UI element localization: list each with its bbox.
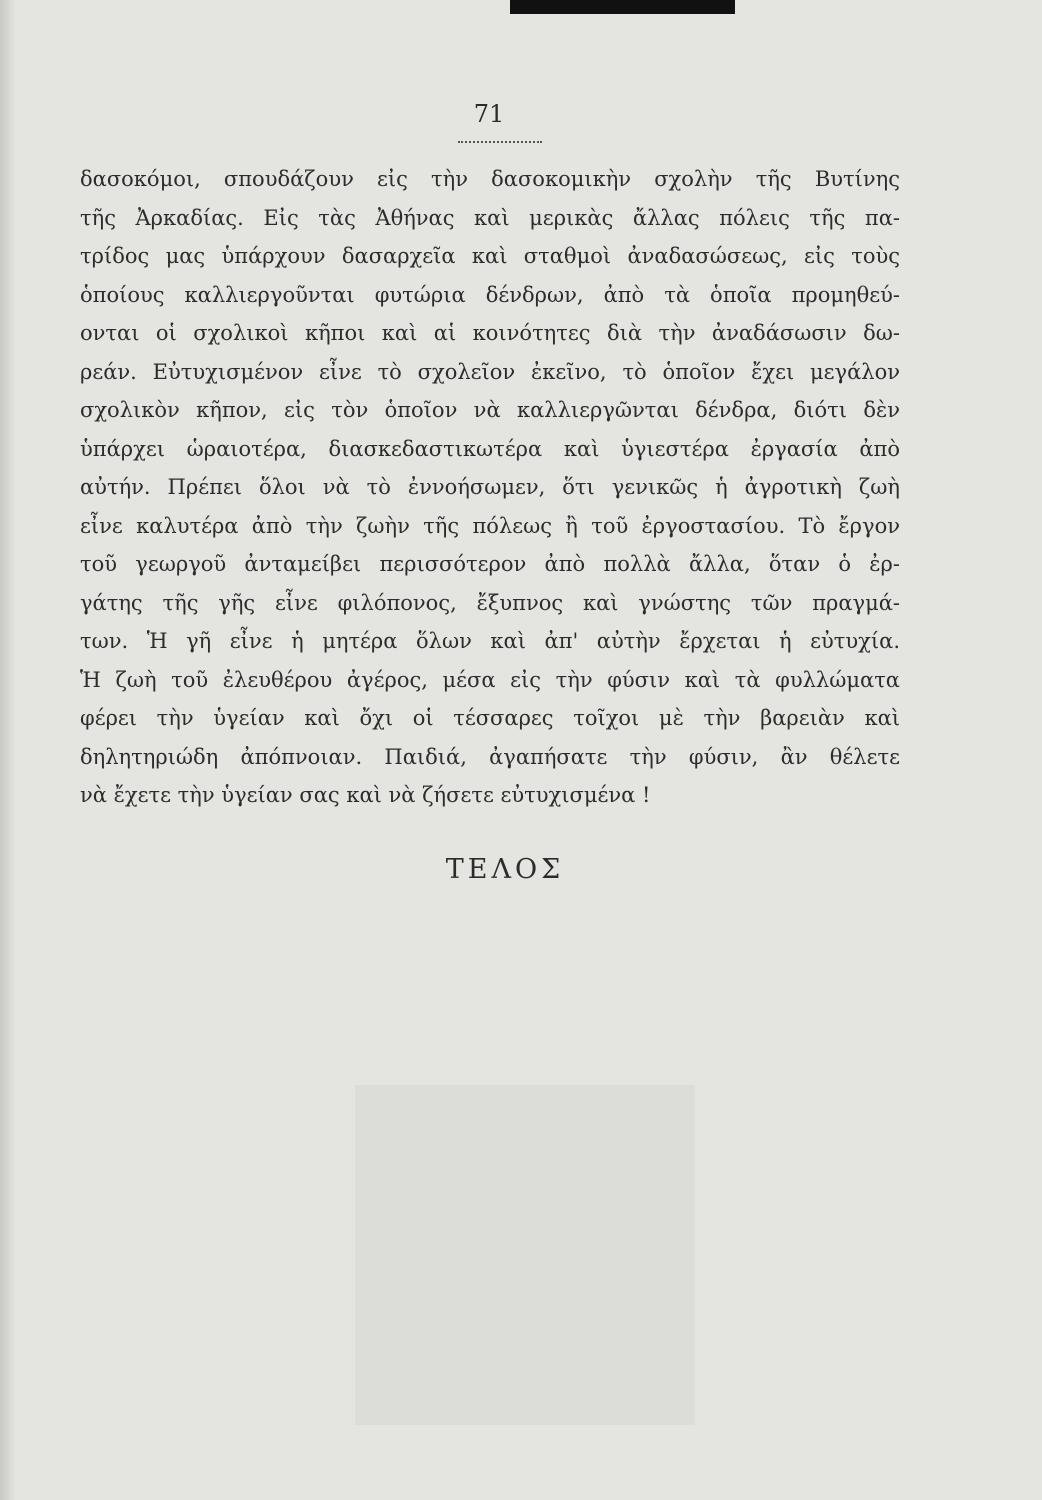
text-line: δασοκόμοι, σπουδάζουν εἰς τὴν δασοκομικὴν σχολὴν τῆς Βυτίνης xyxy=(80,167,900,191)
text-line: γάτης τῆς γῆς εἶνε φιλόπονος, ἔξυπνος καὶ γνώστης τῶν πραγμά- xyxy=(80,590,900,615)
text-line: νὰ ἔχετε τὴν ὑγείαν σας καὶ νὰ ζήσετε εὐτυχισμένα ! xyxy=(80,783,651,807)
text-line: δηλητηριώδη ἀπόπνοιαν. Παιδιά, ἀγαπήσατε τὴν φύσιν, ἂν θέλετε xyxy=(80,744,900,769)
text-line: ρεάν. Εὐτυχισμένον εἶνε τὸ σχολεῖον ἐκεῖνο, τὸ ὁποῖον ἔχει μεγάλον xyxy=(80,359,900,384)
text-line: Ἡ ζωὴ τοῦ ἐλευθέρου ἀγέρος, μέσα εἰς τὴν φύσιν καὶ τὰ φυλλώματα xyxy=(80,667,900,692)
text-line: ὁποίους καλλιεργοῦνται φυτώρια δένδρων, ἀπὸ τὰ ὁποῖα προμηθεύ- xyxy=(80,282,900,307)
text-line: εἶνε καλυτέρα ἀπὸ τὴν ζωὴν τῆς πόλεως ἢ τοῦ ἐργοστασίου. Τὸ ἔργον xyxy=(80,513,900,538)
text-line: ονται οἱ σχολικοὶ κῆποι καὶ αἱ κοινότητες διὰ τὴν ἀναδάσωσιν δω- xyxy=(80,321,900,345)
body-text xyxy=(80,160,900,815)
text-line: σχολικὸν κῆπον, εἰς τὸν ὁποῖον νὰ καλλιεργῶνται δένδρα, διότι δὲν xyxy=(80,398,900,422)
text-line: φέρει τὴν ὑγείαν καὶ ὄχι οἱ τέσσαρες τοῖχοι μὲ τὴν βαρειὰν καὶ xyxy=(80,706,900,730)
text-line: τρίδος μας ὑπάρχουν δασαρχεῖα καὶ σταθμοὶ ἀναδασώσεως, εἰς τοὺς xyxy=(80,244,900,268)
text-line: των. Ἡ γῆ εἶνε ἡ μητέρα ὅλων καὶ ἀπ' αὐτὴν ἔρχεται ἡ εὐτυχία. xyxy=(80,629,900,653)
text-line: αὐτήν. Πρέπει ὅλοι νὰ τὸ ἐννοήσωμεν, ὅτι γενικῶς ἡ ἀγροτικὴ ζωὴ xyxy=(80,475,900,499)
scan-top-tab xyxy=(510,0,735,14)
page-left-edge xyxy=(0,0,14,1500)
text-line: ὑπάρχει ὡραιοτέρα, διασκεδαστικωτέρα καὶ ὑγιεστέρα ἐργασία ἀπὸ xyxy=(80,436,900,461)
page-number-rule xyxy=(458,141,542,143)
end-title: ΤΕΛΟΣ xyxy=(445,854,565,885)
page-number: 71 xyxy=(473,100,505,128)
text-line: τοῦ γεωργοῦ ἀνταμείβει περισσότερον ἀπὸ πολλὰ ἄλλα, ὅταν ὁ ἐρ- xyxy=(80,552,900,576)
text-line: τῆς Ἀρκαδίας. Εἰς τὰς Ἀθήνας καὶ μερικὰς ἄλλας πόλεις τῆς πα- xyxy=(80,205,900,230)
faded-bleedthrough xyxy=(355,1085,695,1425)
